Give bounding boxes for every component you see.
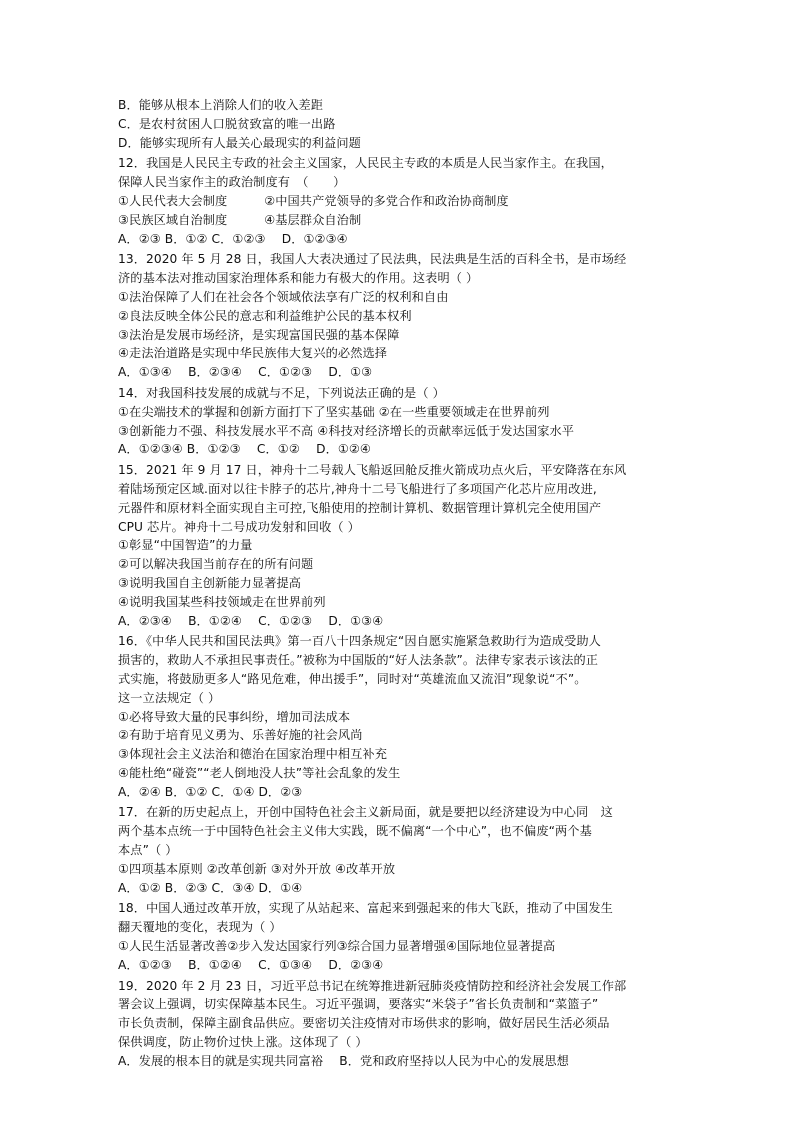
answer-options: A．②③④ B．①②④ C．①②③ D．①③④ [118, 613, 384, 628]
question-16: 16．《中华人民共和国民法典》第一百八十四条规定“因自愿实施紧急救助行为造成受助人 [118, 634, 601, 649]
answer-options: A．①② B．②③ C．③④ D．①④ [118, 880, 303, 895]
choice-line: ④说明我国某些科技领域走在世界前列 [118, 594, 326, 609]
choice-line: ③民族区域自治制度 ④基层群众自治制 [118, 212, 362, 227]
question-text-line: 元器件和原材料全面实现自主可控,飞船使用的控制计算机、数据管理计算机完全使用国产 [118, 500, 602, 515]
question-text-line: 翻天覆地的变化，表现为（ ） [118, 920, 282, 935]
question-text-line: 着陆场预定区域.面对以往卡脖子的芯片,神舟十二号飞船进行了多项国产化芯片应用改进, [118, 481, 597, 496]
answer-options: A．②③ B．①② C．①②③ D．①②③④ [118, 231, 348, 246]
answer-options: A．①②③ B．①②④ C．①③④ D．②③④ [118, 957, 384, 972]
option-line: B．能够从根本上消除人们的收入差距 [118, 98, 324, 112]
question-text-line: 这一立法规定（ ） [118, 690, 221, 705]
choice-line: ③体现社会主义法治和德治在国家治理中相互补充 [118, 747, 388, 762]
choice-line: ④能杜绝“碰瓷”“老人倒地没人扶”等社会乱象的发生 [118, 765, 401, 780]
exam-page-content [118, 96, 684, 1071]
question-text-line: 署会议上强调，切实保障基本民生。习近平强调，要落实“米袋子”省长负责制和“菜篮子” [118, 997, 599, 1012]
choice-line: ②有助于培育见义勇为、乐善好施的社会风尚 [118, 728, 363, 743]
question-text-line: 市长负责制，保障主副食品供应。要密切关注疫情对市场供求的影响，做好居民生活必须品 [118, 1016, 610, 1031]
choice-line: ①人民代表大会制度 ②中国共产党领导的多党合作和政治协商制度 [118, 193, 509, 208]
question-19: 19．2020 年 2 月 23 日，习近平总书记在统筹推进新冠肺炎疫情防控和经济社会发展工作部 [118, 978, 627, 993]
question-text-line: 损害的，救助人不承担民事责任。”被称为中国版的“好人法条款”。法律专家表示该法的正 [118, 653, 599, 668]
choice-line: ①人民生活显著改善②步入发达国家行列③综合国力显著增强④国际地位显著提高 [118, 939, 556, 954]
question-text-line: 济的基本法对推动国家治理体系和能力有极大的作用。这表明（ ） [118, 271, 479, 286]
choice-line: ①法治保障了人们在社会各个领域依法享有广泛的权利和自由 [118, 289, 449, 304]
question-14: 14．对我国科技发展的成就与不足，下列说法正确的是（ ） [118, 385, 445, 400]
question-13: 13．2020 年 5 月 28 日，我国人大表决通过了民法典，民法典是生活的百科全书，是市场经 [118, 252, 627, 267]
choice-line: ③创新能力不强、科技发展水平不高 ④科技对经济增长的贡献率远低于发达国家水平 [118, 423, 575, 438]
question-15: 15．2021 年 9 月 17 日，神舟十二号载人飞船返回舱反推火箭成功点火后，平安降落在东风 [118, 463, 627, 478]
choice-line: ③说明我国自主创新能力显著提高 [118, 575, 302, 590]
question-text-line: CPU 芯片。神舟十二号成功发射和回收（ ） [118, 519, 360, 534]
choice-line: ②良法反映全体公民的意志和利益维护公民的基本权利 [118, 308, 412, 323]
answer-options: A．①②③④ B．①②③ C．①② D．①②④ [118, 442, 371, 457]
answer-options: A．发展的根本目的就是实现共同富裕 B．党和政府坚持以人民为中心的发展思想 [118, 1053, 569, 1068]
question-18: 18．中国人通过改革开放，实现了从站起来、富起来到强起来的伟大飞跃，推动了中国发生 [118, 901, 613, 916]
choice-line: ③法治是发展市场经济，是实现富国民强的基本保障 [118, 327, 400, 342]
question-text-line: 两个基本点统一于中国特色社会主义伟大实践，既不偏离“一个中心”，也不偏废“两个基 [118, 824, 592, 839]
choice-line: ①在尖端技术的掌握和创新方面打下了坚实基础 ②在一些重要领域走在世界前列 [118, 404, 550, 419]
question-text-line: 本点”（ ） [118, 843, 178, 858]
question-17: 17．在新的历史起点上，开创中国特色社会主义新局面，就是要把以经济建设为中心同 这 [118, 805, 613, 820]
question-text-line: 保障人民当家作主的政治制度有 （ ） [118, 175, 346, 190]
choice-line: ①必将导致大量的民事纠纷，增加司法成本 [118, 709, 351, 724]
choice-line: ④走法治道路是实现中华民族伟大复兴的必然选择 [118, 346, 388, 361]
choice-line: ①彰显“中国智造”的力量 [118, 538, 253, 553]
choice-line: ②可以解决我国当前存在的所有问题 [118, 557, 314, 572]
option-line: D．能够实现所有人最关心最现实的利益问题 [118, 135, 361, 150]
option-line: C．是农村贫困人口脱贫致富的唯一出路 [118, 116, 336, 131]
question-text-line: 保供调度，防止物价过快上涨。这体现了（ ） [118, 1035, 368, 1050]
choice-line: ①四项基本原则 ②改革创新 ③对外开放 ④改革开放 [118, 861, 396, 876]
answer-options: A．②④ B．①② C．①④ D．②③ [118, 784, 303, 799]
question-text-line: 式实施，将鼓励更多人“路见危难，伸出援手”，同时对“英雄流血又流泪”现象说“不”。 [118, 671, 587, 686]
question-12: 12．我国是人民民主专政的社会主义国家，人民民主专政的本质是人民当家作主。在我国， [118, 156, 613, 171]
answer-options: A．①③④ B．②③④ C．①②③ D．①③ [118, 365, 373, 380]
